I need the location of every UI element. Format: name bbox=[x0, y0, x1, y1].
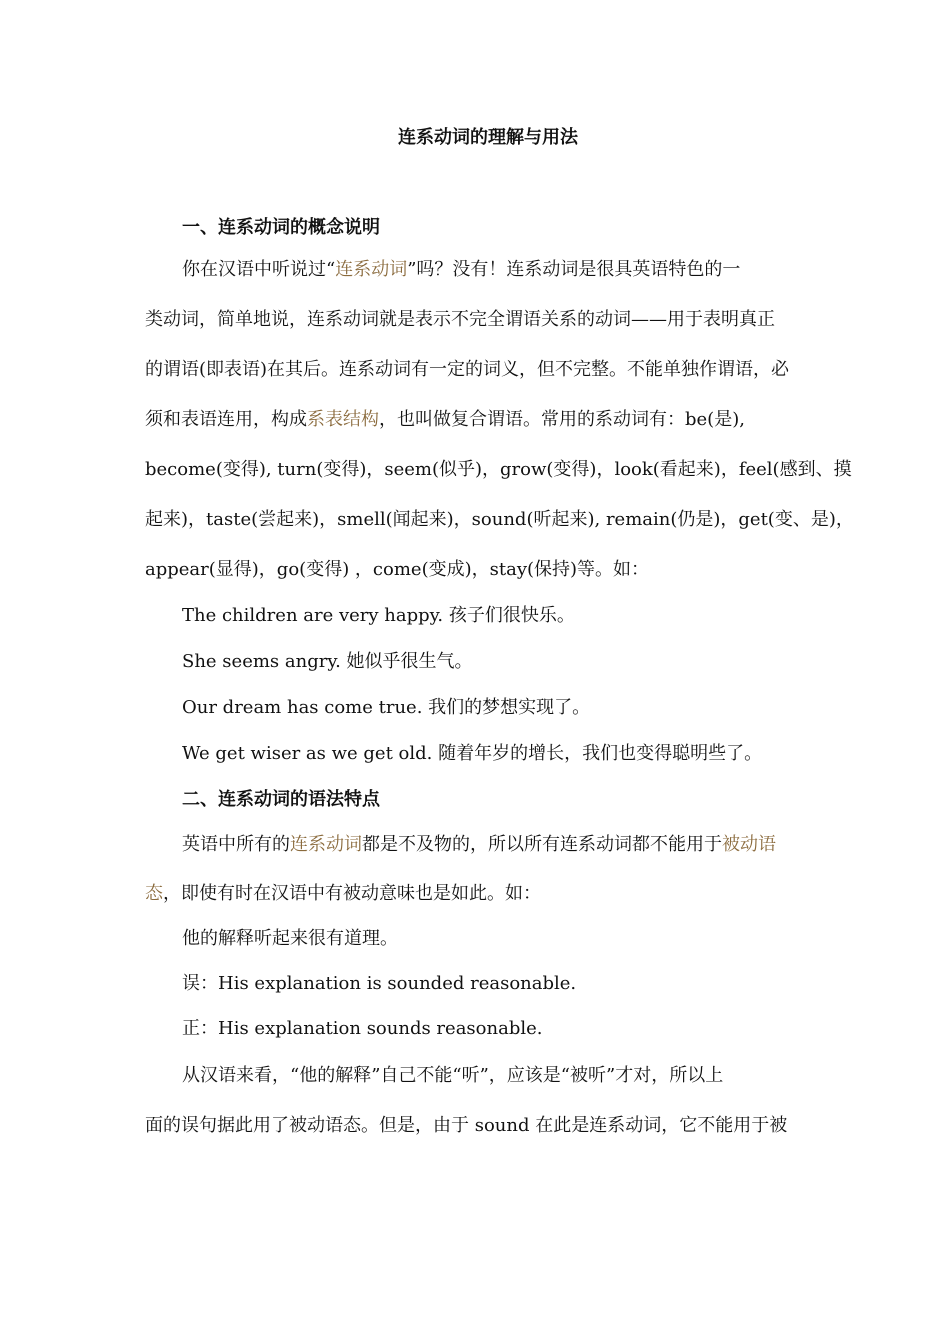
text: 你在汉语中听说过“ bbox=[182, 259, 336, 280]
paragraph-line: appear(显得)，go(变得) ，come(变成)，stay(保持)等。如： bbox=[145, 559, 650, 580]
example-line: Our dream has come true. 我们的梦想实现了。 bbox=[182, 697, 591, 718]
paragraph-line: 起来)，taste(尝起来)，smell(闻起来)，sound(听起来), remain(仍是)，get(变、是)， bbox=[145, 509, 854, 530]
paragraph-line: 类动词，简单地说，连系动词就是表示不完全谓语关系的动词——用于表明真正 bbox=[145, 309, 775, 330]
highlight-term: 系表结构 bbox=[307, 409, 379, 430]
paragraph-line: 的谓语(即表语)在其后。连系动词有一定的词义，但不完整。不能单独作谓语，必 bbox=[145, 359, 790, 380]
correct-example: 正：His explanation sounds reasonable. bbox=[182, 1018, 543, 1039]
section-heading-1: 一、连系动词的概念说明 bbox=[182, 217, 380, 238]
highlight-term: 被动语 bbox=[722, 834, 776, 855]
paragraph-line: 面的误句据此用了被动语态。但是，由于 sound 在此是连系动词，它不能用于被 bbox=[145, 1115, 788, 1136]
section-heading-2: 二、连系动词的语法特点 bbox=[182, 789, 380, 810]
paragraph-line: become(变得), turn(变得)，seem(似乎)，grow(变得)，look(看起来)，feel(感到、摸 bbox=[145, 459, 852, 480]
example-line: We get wiser as we get old. 随着年岁的增长，我们也变得聪明些了。 bbox=[182, 743, 763, 764]
highlight-term: 态 bbox=[145, 883, 163, 904]
text: 英语中所有的 bbox=[182, 834, 290, 855]
paragraph-line: 从汉语来看，“他的解释”自己不能“听”，应该是“被听”才对，所以上 bbox=[182, 1065, 724, 1086]
text: ，即使有时在汉语中有被动意味也是如此。如： bbox=[163, 883, 541, 904]
example-line: She seems angry. 她似乎很生气。 bbox=[182, 651, 473, 672]
page-title: 连系动词的理解与用法 bbox=[398, 127, 578, 148]
paragraph-line bbox=[182, 259, 740, 281]
wrong-example: 误：His explanation is sounded reasonable. bbox=[182, 973, 577, 994]
paragraph-line bbox=[145, 409, 745, 431]
example-line: 他的解释听起来很有道理。 bbox=[182, 928, 398, 949]
highlight-term: 连系动词 bbox=[335, 259, 408, 280]
example-line: The children are very happy. 孩子们很快乐。 bbox=[182, 605, 575, 626]
text: 须和表语连用，构成 bbox=[145, 409, 307, 430]
paragraph-line bbox=[145, 883, 541, 905]
text: 都是不及物的，所以所有连系动词都不能用于 bbox=[362, 834, 722, 855]
paragraph-line bbox=[182, 834, 776, 856]
text: ”吗？没有！连系动词是很具英语特色的一 bbox=[407, 259, 741, 280]
text: ，也叫做复合谓语。常用的系动词有：be(是), bbox=[379, 409, 745, 430]
highlight-term: 连系动词 bbox=[290, 834, 362, 855]
